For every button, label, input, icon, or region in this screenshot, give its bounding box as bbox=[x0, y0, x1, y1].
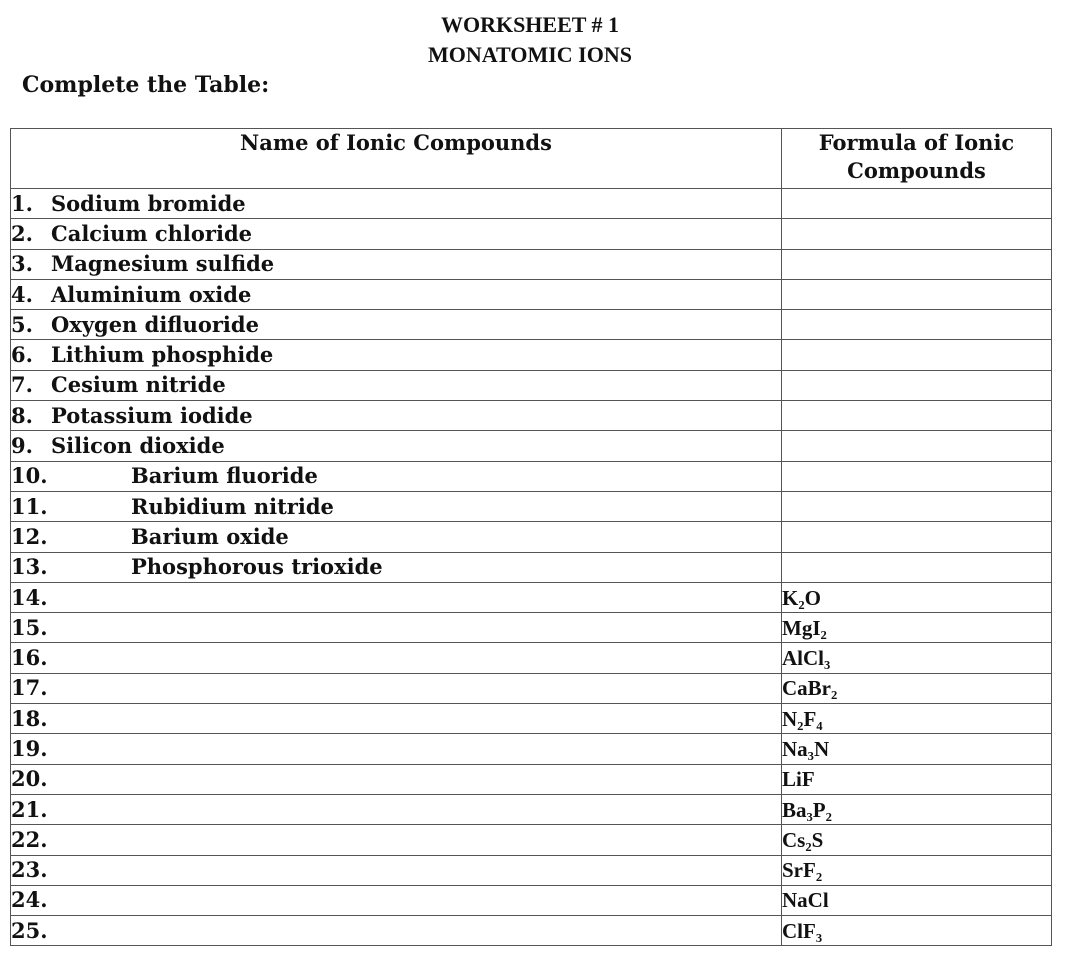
table-row bbox=[11, 219, 1052, 249]
table-row bbox=[11, 522, 1052, 552]
compound-name: Rubidium nitride bbox=[131, 493, 334, 519]
compound-name: Lithium phosphide bbox=[51, 342, 274, 368]
row-number: 25. bbox=[11, 917, 48, 943]
compound-name: Aluminium oxide bbox=[51, 281, 252, 307]
compound-name-cell[interactable] bbox=[11, 431, 782, 461]
compound-name-cell[interactable] bbox=[11, 401, 782, 431]
compound-name-cell[interactable] bbox=[11, 613, 782, 643]
compound-formula-cell[interactable] bbox=[782, 340, 1052, 370]
worksheet-subtitle: MONATOMIC IONS bbox=[428, 42, 632, 67]
row-number: 12. bbox=[11, 523, 48, 549]
compound-name-cell[interactable] bbox=[11, 522, 782, 552]
table-row bbox=[11, 885, 1052, 915]
table-row bbox=[11, 704, 1052, 734]
table-header-row bbox=[11, 129, 1052, 189]
compound-name: Potassium iodide bbox=[51, 402, 253, 428]
compound-formula-cell[interactable] bbox=[782, 431, 1052, 461]
table-row bbox=[11, 249, 1052, 279]
row-number: 21. bbox=[11, 796, 48, 822]
compound-name-cell[interactable] bbox=[11, 643, 782, 673]
compound-name: Sodium bromide bbox=[51, 190, 246, 216]
compound-name: Magnesium sulfide bbox=[51, 251, 275, 277]
row-number: 3. bbox=[11, 251, 33, 277]
row-number: 17. bbox=[11, 675, 48, 701]
compound-name-cell[interactable] bbox=[11, 491, 782, 521]
compound-name-cell[interactable] bbox=[11, 704, 782, 734]
row-number: 10. bbox=[11, 463, 48, 489]
compound-formula: Na₃N bbox=[782, 736, 830, 761]
compound-name-cell[interactable] bbox=[11, 734, 782, 764]
table-row bbox=[11, 491, 1052, 521]
table-body bbox=[11, 189, 1052, 946]
compound-formula: K₂O bbox=[782, 585, 821, 610]
ionic-compounds-table bbox=[10, 128, 1052, 946]
compound-formula: Ba₃P₂ bbox=[782, 797, 832, 822]
table-row bbox=[11, 613, 1052, 643]
table-row bbox=[11, 401, 1052, 431]
compound-name-cell[interactable] bbox=[11, 219, 782, 249]
compound-formula: LiF bbox=[782, 767, 815, 792]
table-row bbox=[11, 794, 1052, 824]
compound-formula-cell[interactable] bbox=[782, 673, 1052, 703]
compound-name-cell[interactable] bbox=[11, 370, 782, 400]
row-number: 5. bbox=[11, 311, 33, 337]
compound-formula-cell[interactable] bbox=[782, 855, 1052, 885]
compound-formula-cell[interactable] bbox=[782, 582, 1052, 612]
compound-formula-cell[interactable] bbox=[782, 370, 1052, 400]
compound-formula-cell[interactable] bbox=[782, 279, 1052, 309]
row-number: 1. bbox=[11, 190, 33, 216]
compound-formula-cell[interactable] bbox=[782, 643, 1052, 673]
compound-name: Barium oxide bbox=[131, 523, 289, 549]
worksheet-title: WORKSHEET # 1 bbox=[440, 12, 620, 37]
compound-formula-cell[interactable] bbox=[782, 522, 1052, 552]
compound-name: Calcium chloride bbox=[51, 220, 252, 246]
compound-name-cell[interactable] bbox=[11, 552, 782, 582]
row-number: 23. bbox=[11, 857, 48, 883]
compound-name-cell[interactable] bbox=[11, 916, 782, 946]
table-row bbox=[11, 825, 1052, 855]
compound-name: Phosphorous trioxide bbox=[131, 554, 383, 580]
formula-column-header: Formula of Ionic Compounds bbox=[782, 129, 1052, 189]
compound-formula-cell[interactable] bbox=[782, 219, 1052, 249]
row-number: 18. bbox=[11, 705, 48, 731]
compound-name-cell[interactable] bbox=[11, 764, 782, 794]
compound-formula-cell[interactable] bbox=[782, 794, 1052, 824]
row-number: 2. bbox=[11, 220, 33, 246]
row-number: 4. bbox=[11, 281, 33, 307]
compound-name: Cesium nitride bbox=[51, 372, 226, 398]
row-number: 24. bbox=[11, 887, 48, 913]
compound-formula-cell[interactable] bbox=[782, 764, 1052, 794]
row-number: 22. bbox=[11, 826, 48, 852]
compound-formula-cell[interactable] bbox=[782, 461, 1052, 491]
table-row bbox=[11, 916, 1052, 946]
table-row bbox=[11, 582, 1052, 612]
compound-formula: ClF₃ bbox=[782, 918, 823, 943]
compound-name-cell[interactable] bbox=[11, 582, 782, 612]
compound-formula-cell[interactable] bbox=[782, 491, 1052, 521]
table-row bbox=[11, 370, 1052, 400]
name-column-header: Name of Ionic Compounds bbox=[11, 129, 782, 189]
compound-formula-cell[interactable] bbox=[782, 916, 1052, 946]
compound-formula-cell[interactable] bbox=[782, 885, 1052, 915]
compound-name-cell[interactable] bbox=[11, 794, 782, 824]
compound-name: Silicon dioxide bbox=[51, 433, 225, 459]
compound-name-cell[interactable] bbox=[11, 189, 782, 219]
row-number: 7. bbox=[11, 372, 33, 398]
compound-name: Barium fluoride bbox=[131, 463, 318, 489]
compound-formula: SrF₂ bbox=[782, 858, 823, 883]
compound-name-cell[interactable] bbox=[11, 825, 782, 855]
instruction-text: Complete the Table: bbox=[22, 72, 270, 98]
compound-formula: AlCl₃ bbox=[782, 646, 831, 671]
row-number: 15. bbox=[11, 614, 48, 640]
compound-formula: NaCl bbox=[782, 888, 829, 913]
compound-name-cell[interactable] bbox=[11, 249, 782, 279]
compound-formula-cell[interactable] bbox=[782, 734, 1052, 764]
table-row bbox=[11, 734, 1052, 764]
compound-formula-cell[interactable] bbox=[782, 401, 1052, 431]
compound-formula-cell[interactable] bbox=[782, 552, 1052, 582]
compound-formula-cell[interactable] bbox=[782, 613, 1052, 643]
table-row bbox=[11, 189, 1052, 219]
compound-formula-cell[interactable] bbox=[782, 249, 1052, 279]
compound-formula-cell[interactable] bbox=[782, 825, 1052, 855]
compound-formula: CaBr₂ bbox=[782, 676, 838, 701]
table-row bbox=[11, 855, 1052, 885]
compound-formula-cell[interactable] bbox=[782, 310, 1052, 340]
compound-name-cell[interactable] bbox=[11, 340, 782, 370]
table-row bbox=[11, 340, 1052, 370]
compound-formula: Cs₂S bbox=[782, 827, 824, 852]
row-number: 8. bbox=[11, 402, 33, 428]
compound-name-cell[interactable] bbox=[11, 310, 782, 340]
table-row bbox=[11, 279, 1052, 309]
row-number: 9. bbox=[11, 433, 33, 459]
table-row bbox=[11, 431, 1052, 461]
table-row bbox=[11, 643, 1052, 673]
compound-name-cell[interactable] bbox=[11, 461, 782, 491]
row-number: 16. bbox=[11, 645, 48, 671]
compound-name-cell[interactable] bbox=[11, 279, 782, 309]
row-number: 6. bbox=[11, 342, 33, 368]
compound-name-cell[interactable] bbox=[11, 673, 782, 703]
table-row bbox=[11, 673, 1052, 703]
compound-name: Oxygen difluoride bbox=[51, 311, 259, 337]
compound-formula: N₂F₄ bbox=[782, 706, 823, 731]
table-row bbox=[11, 764, 1052, 794]
row-number: 19. bbox=[11, 735, 48, 761]
compound-formula-cell[interactable] bbox=[782, 189, 1052, 219]
row-number: 13. bbox=[11, 554, 48, 580]
compound-formula: MgI₂ bbox=[782, 615, 827, 640]
row-number: 20. bbox=[11, 766, 48, 792]
compound-name-cell[interactable] bbox=[11, 855, 782, 885]
table-row bbox=[11, 310, 1052, 340]
row-number: 14. bbox=[11, 584, 48, 610]
row-number: 11. bbox=[11, 493, 48, 519]
table-row bbox=[11, 552, 1052, 582]
compound-formula-cell[interactable] bbox=[782, 704, 1052, 734]
compound-name-cell[interactable] bbox=[11, 885, 782, 915]
table-row bbox=[11, 461, 1052, 491]
